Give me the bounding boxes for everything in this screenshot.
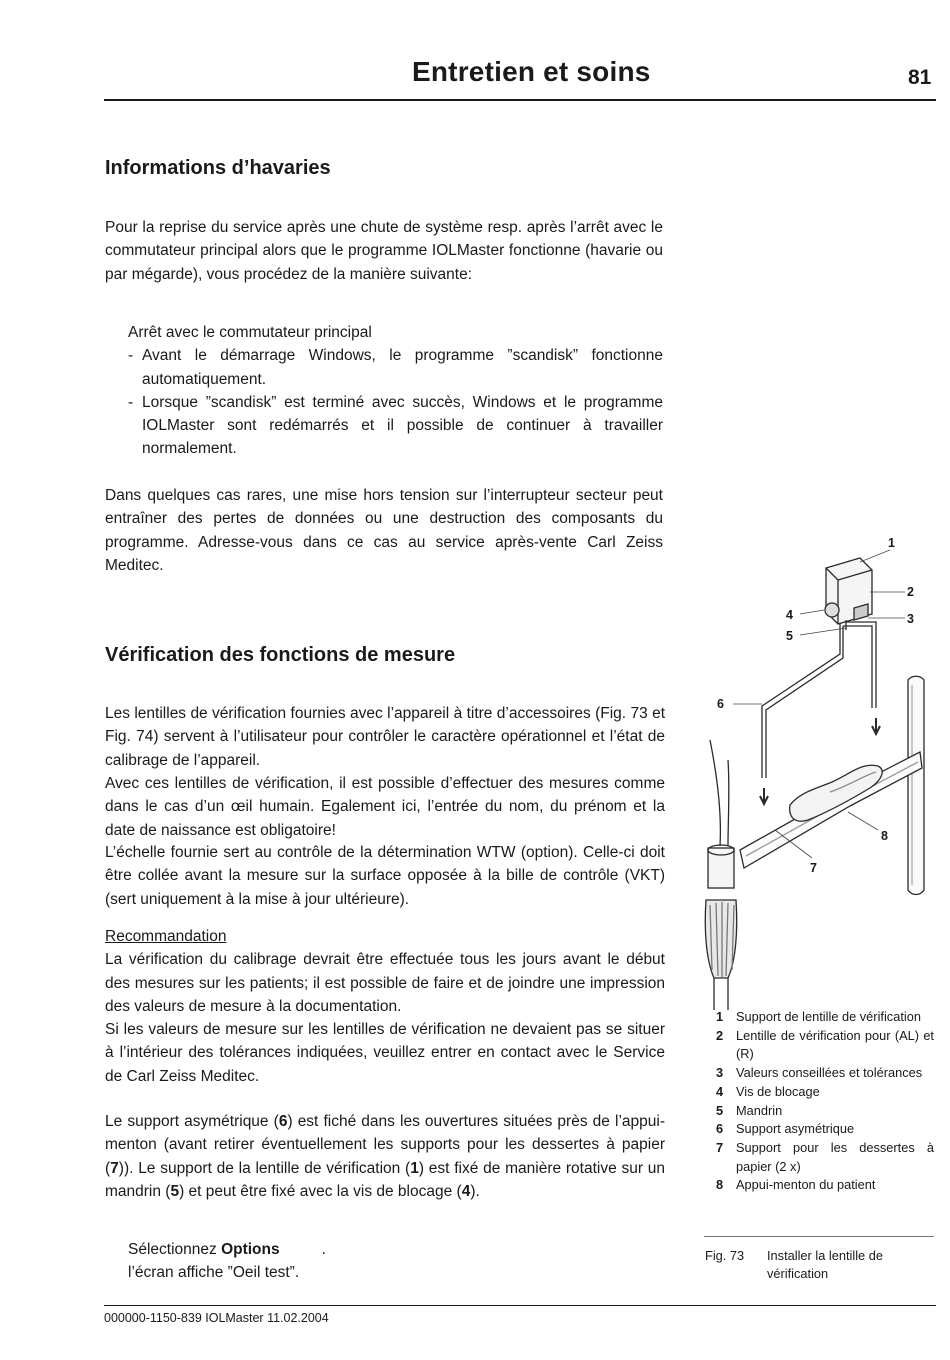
verification-paragraph-3: L’échelle fournie sert au contrôle de la détermination WTW (option). Celle-ci doit être collée avant la mesure sur la surface opposée à la bille de contrôle (VKT) (sert uniquement à la mise à jour ultérieure). xyxy=(105,844,665,908)
legend-number: 7 xyxy=(716,1139,724,1155)
recommendation-text-1: La vérification du calibrage devrait être effectuée tous les jours avant le début des mesures sur les patients; il est possible de faire et de joindre une impression des valeurs de mesure à la documentation. xyxy=(105,951,665,1015)
callout-label: 5 xyxy=(786,629,793,643)
ref-number: 4 xyxy=(461,1182,471,1200)
section-heading-verification: Vérification des fonctions de mesure xyxy=(105,644,456,666)
ref-number: 6 xyxy=(278,1113,288,1130)
callout-label: 1 xyxy=(888,536,895,550)
legend-text: Vis de blocage xyxy=(736,1083,820,1099)
options-menu-term: Options xyxy=(221,1241,280,1258)
legend-text: Mandrin xyxy=(736,1102,783,1118)
legend-text: Valeurs conseillées et tolérances xyxy=(736,1065,923,1081)
legend-number: 5 xyxy=(716,1102,724,1118)
legend-row xyxy=(716,1102,934,1121)
legend-number: 4 xyxy=(716,1083,724,1099)
list-item-text: Lorsque ”scandisk” est terminé avec succès, Windows et le programme IOLMaster sont redémarrés et il possible de continuer à travailler normalement. xyxy=(142,393,663,458)
header-rule xyxy=(104,99,936,101)
recommendation-label: Recommandation xyxy=(105,928,227,945)
support-text: )). Le support de la lentille de vérification ( xyxy=(118,1159,411,1177)
power-loss-warning-paragraph: Dans quelques cas rares, une mise hors tension sur l’interrupteur secteur peut entraîner des pertes de données ou une destruction des composants du programme. Adresse-vous dans ce cas au service après-vente Carl Zeiss Meditec. xyxy=(105,487,663,574)
verification-paragraph-2: Avec ces lentilles de vérification, il est possible d’effectuer des mesures comme dans le cas d’un œil humain. Egalement ici, l’entrée du nom, du prénom et la date de naissance est obligatoire! xyxy=(105,775,665,839)
ref-number: 5 xyxy=(170,1182,180,1200)
legend-text: Support de lentille de vérification xyxy=(736,1009,921,1024)
figure-caption xyxy=(705,1247,917,1283)
recommendation-block xyxy=(105,925,665,1088)
footer-doc-id: 000000-1150-839 IOLMaster 11.02.2004 xyxy=(104,1311,329,1325)
callout-label: 6 xyxy=(717,697,724,711)
figure-legend xyxy=(716,1008,934,1195)
ref-number: 1 xyxy=(410,1159,419,1177)
page-title: Entretien et soins xyxy=(412,56,651,87)
support-text: ) est fiché dans les ouvertures situées près de l’appui-menton (avant retirer éventuellement les supports pour les dessertes à papier ( xyxy=(105,1113,665,1177)
legend-number: 2 xyxy=(716,1027,724,1043)
support-text: ) et peut être fixé avec la vis de blocage ( xyxy=(179,1182,462,1200)
figure-lens-holder-illustration xyxy=(700,530,940,1010)
support-text: ). xyxy=(470,1182,480,1200)
support-text: ) est fixé de manière rotative sur un mandrin ( xyxy=(105,1159,665,1200)
legend-number: 3 xyxy=(716,1065,724,1081)
callout-label: 4 xyxy=(786,608,793,622)
select-options-instruction xyxy=(128,1238,428,1285)
support-text: Le support asymétrique ( xyxy=(105,1113,279,1130)
instruction-text: l’écran affiche ”Oeil test”. xyxy=(128,1264,300,1282)
list-item-text: Avant le démarrage Windows, le programme ”scandisk” fonctionne automatiquement. xyxy=(142,347,663,388)
support-instructions-paragraph xyxy=(105,1110,665,1203)
callout-label: 3 xyxy=(907,612,914,626)
callout-label: 2 xyxy=(907,585,914,599)
caption-label: Fig. 73 xyxy=(705,1248,745,1263)
legend-divider xyxy=(704,1236,934,1237)
legend-number: 1 xyxy=(716,1009,724,1024)
page-number: 81 xyxy=(908,66,932,89)
legend-row xyxy=(716,1176,934,1195)
legend-text: Support pour les dessertes à papier (2 x) xyxy=(736,1139,934,1174)
list-item xyxy=(128,344,663,391)
legend-number: 8 xyxy=(716,1177,724,1193)
shutdown-procedure-list xyxy=(128,321,663,461)
callout-label: 7 xyxy=(810,861,817,875)
section-heading-havaries: Informations d’havaries xyxy=(105,157,331,179)
ref-number: 7 xyxy=(110,1159,119,1177)
legend-text: Support asymétrique xyxy=(736,1121,855,1137)
instruction-text: Sélectionnez xyxy=(128,1241,222,1258)
verification-paragraph-1: Les lentilles de vérification fournies avec l’appareil à titre d’accessoires (Fig. 73 et Fig. 74) servent à l’utilisateur pour contrôler le caractère opérationnel et l’état de calibrage de l’appareil. xyxy=(105,705,665,769)
havaries-intro-paragraph: Pour la reprise du service après une chute de système resp. après l’arrêt avec le commutateur principal alors que le programme IOLMaster fonctionne (havarie ou par mégarde), vous procédez de la manière suivante: xyxy=(105,219,663,283)
footer-rule xyxy=(104,1305,936,1306)
list-item xyxy=(128,391,663,461)
list-dash: - xyxy=(128,393,134,411)
legend-row xyxy=(716,1064,934,1083)
caption-text: Installer la lentille de vérification xyxy=(767,1248,883,1281)
legend-number: 6 xyxy=(716,1121,724,1137)
list-intro: Arrêt avec le commutateur principal xyxy=(128,324,372,341)
legend-text: Appui-menton du patient xyxy=(736,1177,876,1193)
list-dash: - xyxy=(128,347,134,365)
callout-label: 8 xyxy=(881,829,888,843)
legend-row xyxy=(716,1027,934,1064)
legend-row xyxy=(716,1083,934,1102)
legend-row xyxy=(716,1120,934,1139)
legend-text: Lentille de vérification pour (AL) et (R) xyxy=(736,1027,934,1062)
legend-row xyxy=(716,1139,934,1176)
recommendation-text-2: Si les valeurs de mesure sur les lentilles de vérification ne devaient pas se situer à l’intérieur des tolérances indiquées, veuillez entrer en contact avec le Service de Carl Zeiss Meditec. xyxy=(105,1021,665,1085)
legend-row xyxy=(716,1008,934,1027)
instruction-text: . xyxy=(321,1241,326,1258)
